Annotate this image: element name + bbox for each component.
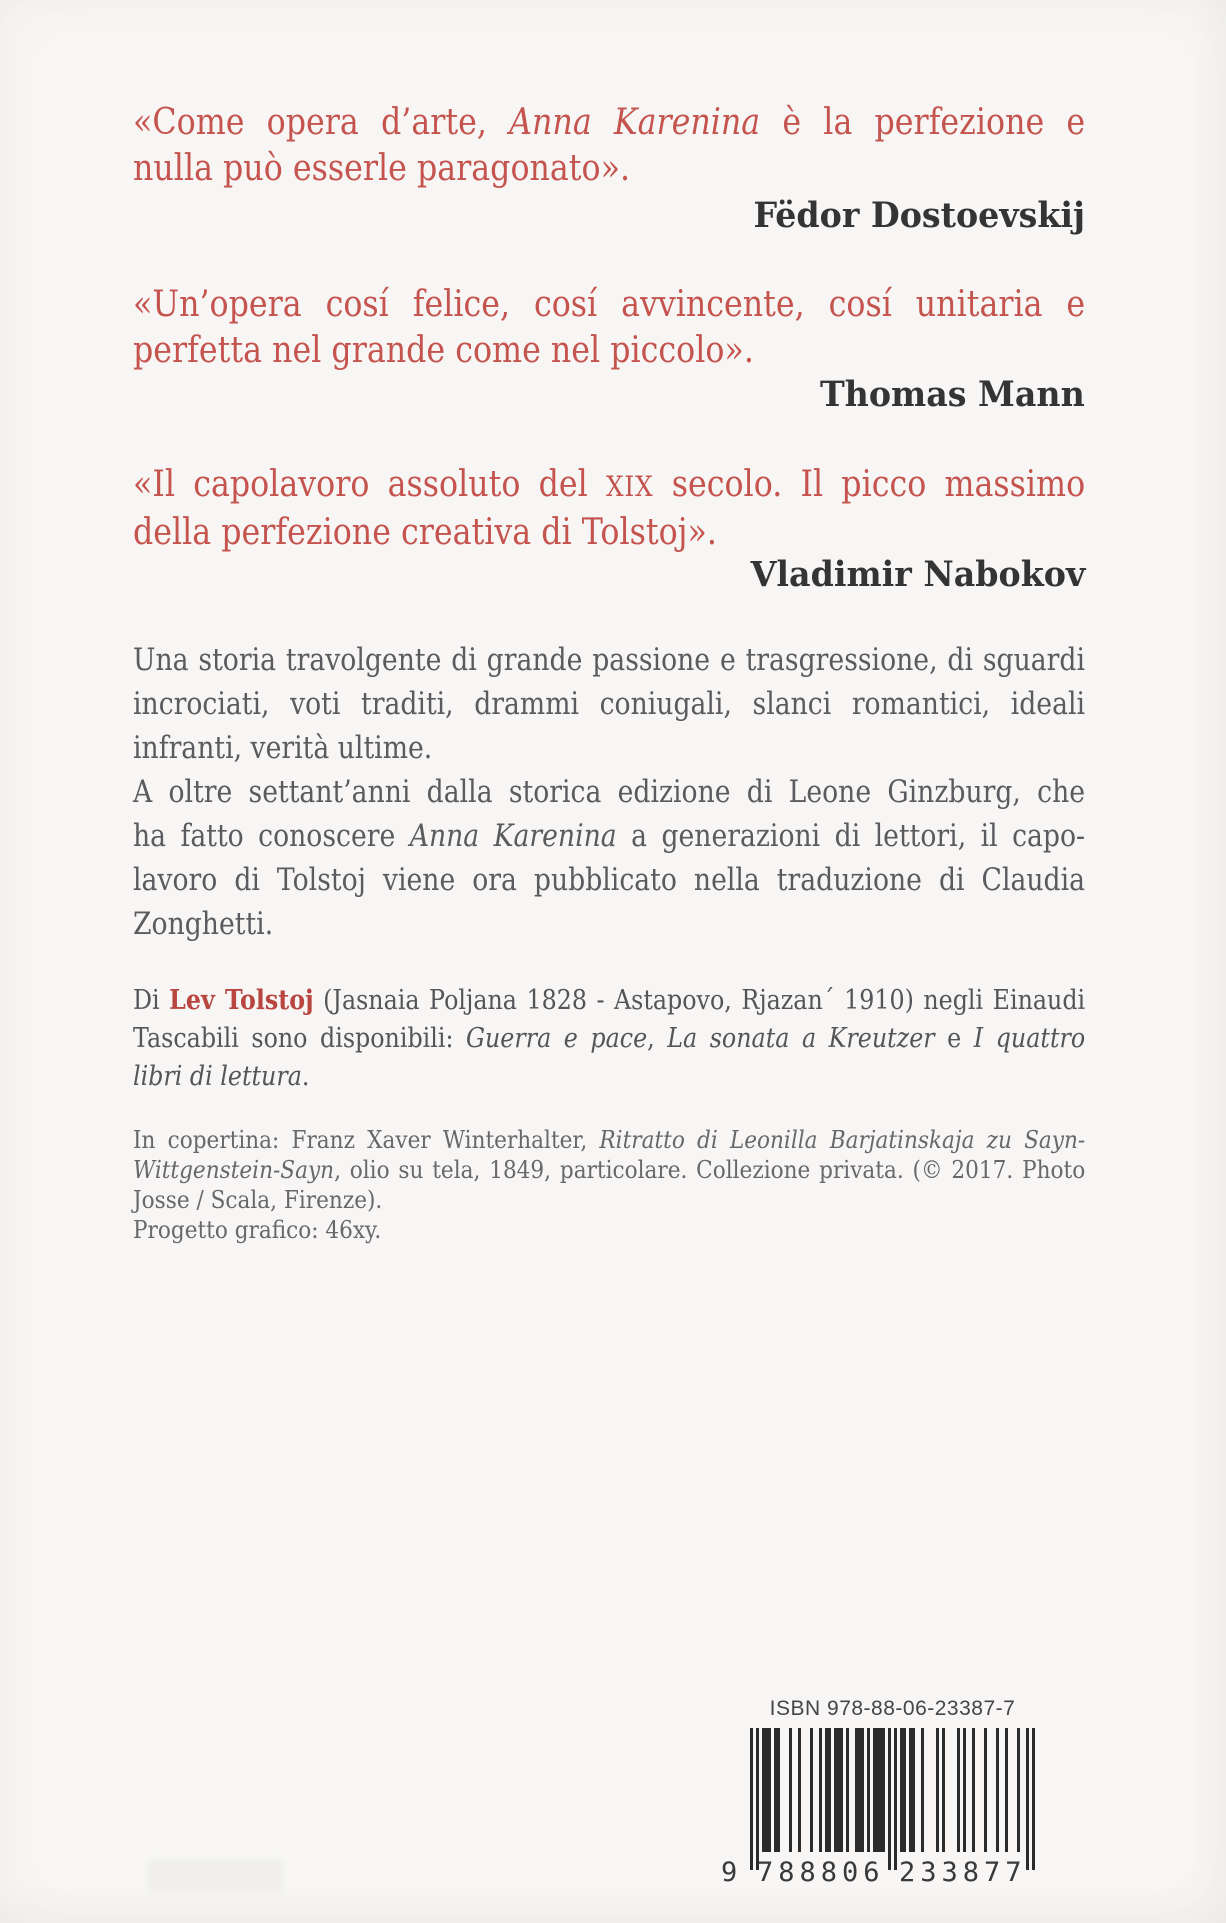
attribution-name: Vladimir Nabokov: [750, 554, 1085, 595]
attribution-name: Fëdor Dostoevskij: [753, 195, 1085, 236]
barcode-bar: [867, 1728, 870, 1852]
barcode-digits-right: 233877: [899, 1857, 1027, 1888]
barcode-digits-left: 788806: [757, 1857, 885, 1888]
attribution-name: Thomas Mann: [820, 374, 1085, 415]
barcode-bar: [840, 1728, 843, 1852]
barcode-bar: [1005, 1728, 1008, 1852]
text-line: Progetto grafico: 46xy.: [133, 1216, 382, 1244]
barcode-bar: [828, 1728, 831, 1852]
barcode-bar: [921, 1728, 924, 1852]
barcode-bar: [798, 1728, 801, 1852]
barcode-bar: [1017, 1728, 1020, 1852]
text-line: ha fatto conoscere Anna Karenina a generazioni di lettori, il capo-: [133, 818, 1086, 854]
barcode-bar: [1026, 1728, 1029, 1870]
barcode-bar: [894, 1728, 897, 1870]
barcode-bar: [750, 1728, 753, 1870]
cover-credit-colophon: [133, 1125, 1191, 1215]
text-line: Una storia travolgente di grande passione e trasgressione, di sguardi: [133, 642, 1086, 678]
barcode-bar: [882, 1728, 885, 1852]
text-line: Josse / Scala, Firenze).: [133, 1186, 383, 1214]
barcode-bar: [984, 1728, 987, 1852]
barcode-bar: [1032, 1728, 1035, 1870]
barcode-bars: [750, 1728, 1035, 1870]
quote-attribution-mann: [133, 372, 1085, 418]
quote-mann: [133, 282, 1215, 374]
barcode-bar: [972, 1728, 975, 1852]
barcode-bar: [942, 1728, 945, 1852]
author-bibliography-note: [133, 982, 1215, 1096]
barcode-bar: [888, 1728, 891, 1870]
barcode-bar: [996, 1728, 999, 1852]
quote-dostoevskij: [133, 100, 1215, 192]
text-line: della perfezione creativa di Tolstoj».: [133, 512, 717, 553]
text-line: libri di lettura.: [133, 1061, 310, 1092]
barcode-bar: [789, 1728, 792, 1852]
text-line: infranti, verità ultime.: [133, 730, 433, 766]
text-line: Wittgenstein-Sayn, olio su tela, 1849, particolare. Collezione privata. (© 2017. Photo: [133, 1156, 1086, 1184]
text-line: «Come opera d’arte, Anna Karenina è la perfezione e: [133, 102, 1086, 143]
barcode-digit-first: 9: [721, 1857, 738, 1888]
quote-attribution-nabokov: [133, 552, 1085, 598]
ean-barcode-block: [721, 1697, 1035, 1888]
text-line: incrociati, voti traditi, drammi coniugali, slanci romantici, ideali: [133, 686, 1086, 722]
text-line: Zonghetti.: [133, 906, 274, 942]
text-line: «Un’opera cosí felice, cosí avvincente, cosí unitaria e: [133, 284, 1086, 325]
text-line: Tascabili sono disponibili: Guerra e pace, La sonata a Kreutzer e I quattro: [133, 1023, 1086, 1054]
isbn-label: ISBN 978-88-06-23387-7: [769, 1697, 1016, 1720]
quote-nabokov: [133, 462, 1215, 556]
barcode-bar: [912, 1728, 915, 1852]
quote-attribution-dostoevskij: [133, 193, 1085, 239]
barcode-bar: [903, 1728, 906, 1852]
barcode-bar: [777, 1728, 780, 1852]
text-line: nulla può esserle paragonato».: [133, 148, 631, 189]
barcode-bar: [756, 1728, 759, 1870]
barcode-bar: [768, 1728, 771, 1852]
barcode-bar: [810, 1728, 813, 1852]
text-line: perfetta nel grande come nel piccolo».: [133, 330, 754, 371]
synopsis-paragraph: [133, 638, 1226, 946]
text-line: Di Lev Tolstoj (Jasnaia Poljana 1828 - Astapovo, Rjazan´ 1910) negli Einaudi: [133, 985, 1086, 1016]
print-artifact: [148, 1860, 283, 1892]
barcode-bar: [936, 1728, 939, 1852]
barcode-bar: [963, 1728, 966, 1852]
barcode-bar: [957, 1728, 960, 1852]
text-line: lavoro di Tolstoj viene ora pubblicato nella traduzione di Claudia: [133, 862, 1086, 898]
text-line: «Il capolavoro assoluto del XIX secolo. Il picco massimo: [133, 464, 1086, 505]
barcode-bar: [846, 1728, 849, 1852]
barcode-bar: [861, 1728, 864, 1852]
barcode-bar: [819, 1728, 822, 1852]
text-line: A oltre settant’anni dalla storica edizione di Leone Ginzburg, che: [133, 774, 1086, 810]
design-credit: [133, 1215, 409, 1245]
text-line: In copertina: Franz Xaver Winterhalter, Ritratto di Leonilla Barjatinskaja zu Sayn-: [133, 1126, 1086, 1154]
